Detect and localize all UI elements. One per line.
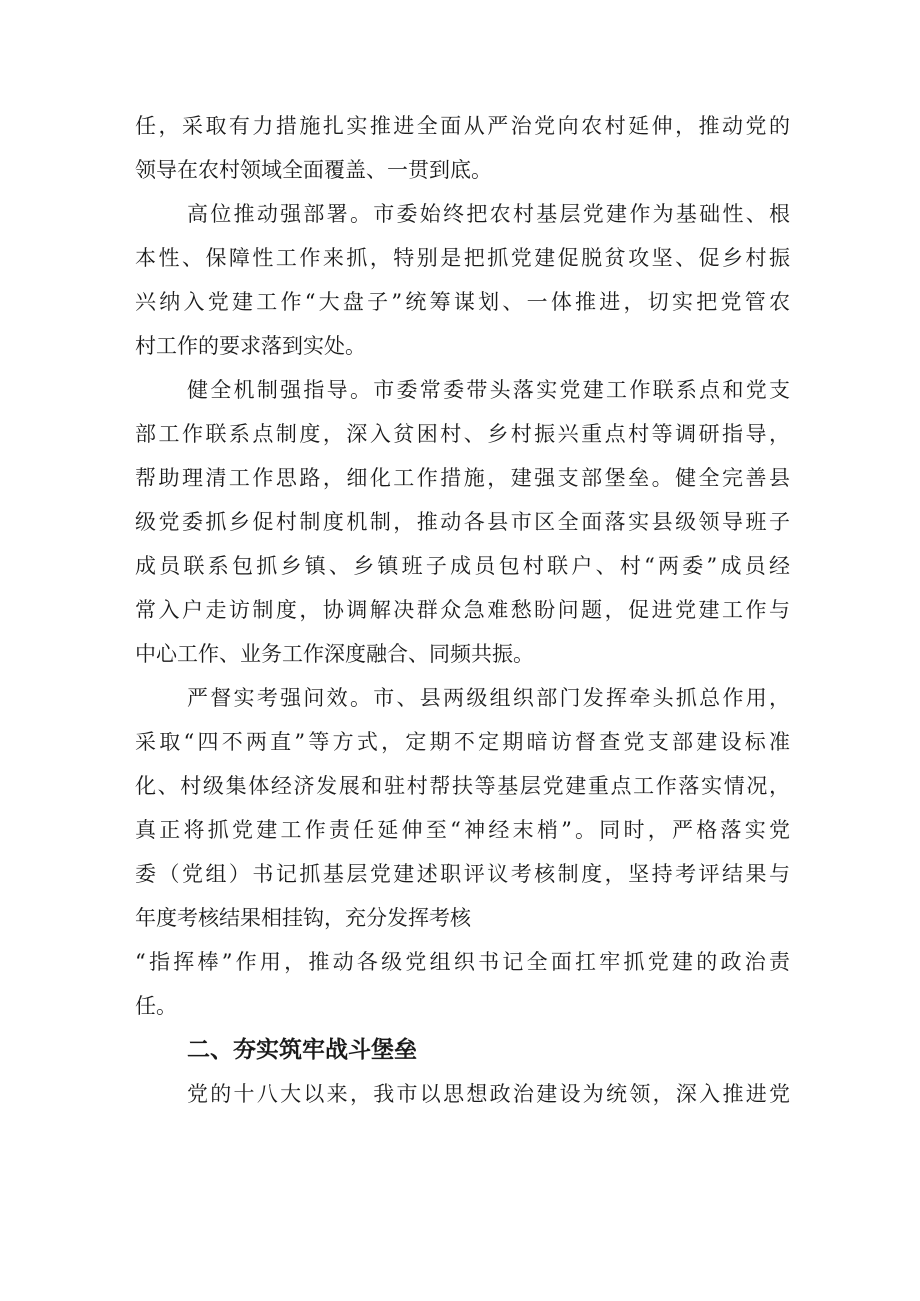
text-line: 成员联系包抓乡镇、乡镇班子成员包村联户、村“两委”成员经 xyxy=(135,554,794,578)
text-line: 年度考核结果相挂钩，充分发挥考核 xyxy=(135,906,471,930)
text-line: 帮助理清工作思路，细化工作措施，建强支部堡垒。健全完善县 xyxy=(135,466,793,490)
text-line: 中心工作、业务工作深度融合、同频共振。 xyxy=(135,642,534,666)
text-line: 常入户走访制度，协调解决群众急难愁盼问题，促进党建工作与 xyxy=(135,598,793,622)
text-line: “指挥棒”作用，推动各级党组织书记全面扛牢抓党建的政治责 xyxy=(135,950,794,974)
text-line: 委（党组）书记抓基层党建述职评议考核制度，坚持考评结果与 xyxy=(135,862,793,886)
section-heading: 二、夯实筑牢战斗堡垒 xyxy=(187,1037,417,1063)
paragraph-start-line: 健全机制强指导。市委常委带头落实党建工作联系点和党支 xyxy=(187,378,793,402)
text-line: 村工作的要求落到实处。 xyxy=(135,334,366,358)
text-line: 本性、保障性工作来抓，特别是把抓党建促脱贫攻坚、促乡村振 xyxy=(135,246,793,270)
text-line: 部工作联系点制度，深入贫困村、乡村振兴重点村等调研指导， xyxy=(135,422,793,446)
text-line: 领导在农村领域全面覆盖、一贯到底。 xyxy=(135,158,492,182)
text-line: 采取“四不两直”等方式，定期不定期暗访督查党支部建设标准 xyxy=(135,730,794,754)
text-line: 任，采取有力措施扎实推进全面从严治党向农村延伸，推动党的 xyxy=(135,114,793,138)
text-line: 真正将抓党建工作责任延伸至“神经末梢”。同时，严格落实党 xyxy=(135,818,794,842)
text-line: 任。 xyxy=(135,994,177,1018)
paragraph-start-line: 严督实考强问效。市、县两级组织部门发挥牵头抓总作用， xyxy=(187,686,793,710)
text-line: 化、村级集体经济发展和驻村帮扶等基层党建重点工作落实情况， xyxy=(135,774,792,798)
text-line: 兴纳入党建工作“大盘子”统筹谋划、一体推进，切实把党管农 xyxy=(135,290,794,314)
paragraph-start-line: 高位推动强部署。市委始终把农村基层党建作为基础性、根 xyxy=(187,202,793,226)
paragraph-start-line: 党的十八大以来，我市以思想政治建设为统领，深入推进党 xyxy=(187,1082,793,1106)
text-line: 级党委抓乡促村制度机制，推动各县市区全面落实县级领导班子 xyxy=(135,510,793,534)
